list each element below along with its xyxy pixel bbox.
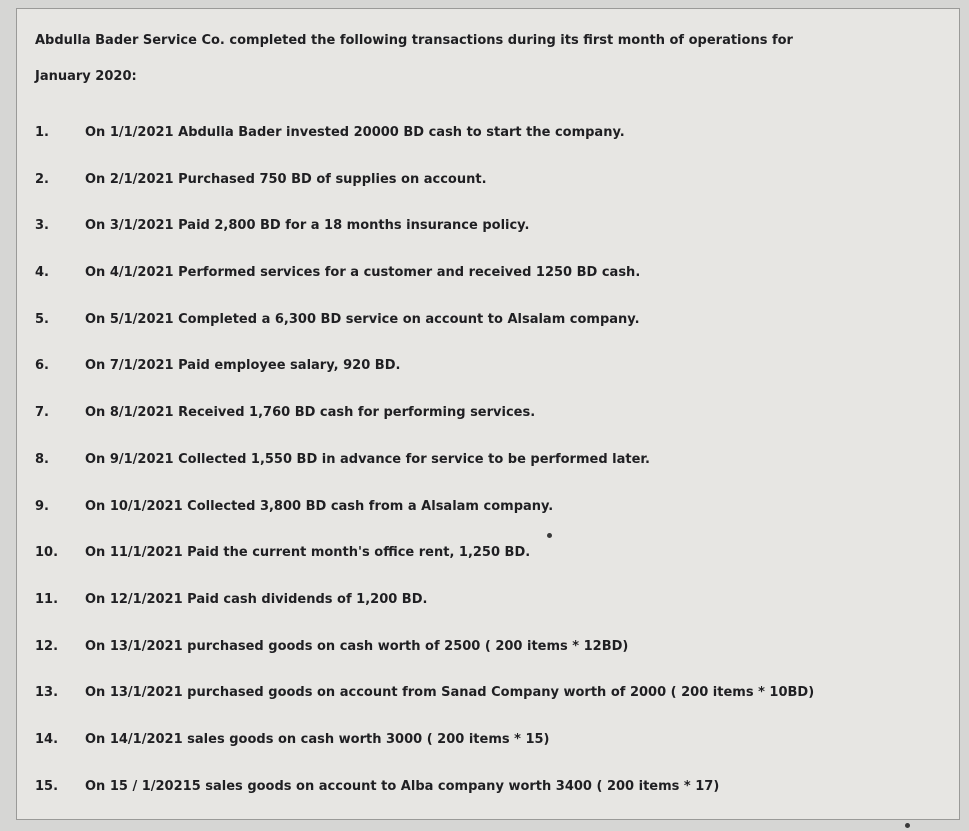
item-number: 12. [35, 638, 59, 654]
item-number: 7. [35, 405, 49, 421]
item-text: On 10/1/2021 Collected 3,800 BD cash from a Alsalam company. [85, 498, 554, 514]
list-item [17, 405, 959, 452]
item-number: 11. [35, 591, 59, 607]
item-text: On 15 / 1/20215 sales goods on account to Alba company worth 3400 ( 200 items * 17) [85, 778, 720, 794]
item-text: On 13/1/2021 purchased goods on cash worth of 2500 ( 200 items * 12BD) [85, 638, 629, 654]
item-number: 1. [35, 125, 49, 140]
item-number: 15. [35, 778, 59, 794]
list-item [17, 125, 959, 172]
speck-mark [547, 533, 552, 538]
speck-mark [905, 823, 910, 828]
item-number: 4. [35, 265, 49, 281]
item-number: 2. [35, 171, 49, 187]
item-number: 3. [35, 218, 49, 234]
item-text: On 4/1/2021 Performed services for a customer and received 1250 BD cash. [85, 265, 641, 281]
list-item [17, 172, 959, 219]
item-text: On 3/1/2021 Paid 2,800 BD for a 18 months insurance policy. [85, 218, 530, 234]
item-number: 14. [35, 731, 59, 747]
item-number: 10. [35, 545, 59, 561]
item-text: On 13/1/2021 purchased goods on account from Sanad Company worth of 2000 ( 200 items * 10BD) [85, 685, 815, 701]
item-number: 8. [35, 451, 49, 467]
list-item [17, 358, 959, 405]
item-text: On 1/1/2021 Abdulla Bader invested 20000 BD cash to start the company. [85, 125, 625, 140]
item-text: On 2/1/2021 Purchased 750 BD of supplies on account. [85, 171, 487, 187]
intro-paragraph [35, 23, 950, 95]
intro-line-2: January 2020: [35, 69, 137, 84]
item-text: On 7/1/2021 Paid employee salary, 920 BD. [85, 358, 401, 374]
item-number: 9. [35, 498, 49, 514]
list-item [17, 732, 959, 779]
list-item [17, 545, 959, 592]
list-item [17, 312, 959, 359]
intro-line-1: Abdulla Bader Service Co. completed the following transactions during its first month of operations for [35, 33, 793, 48]
list-item [17, 592, 959, 639]
item-text: On 8/1/2021 Received 1,760 BD cash for performing services. [85, 405, 536, 421]
item-text: On 9/1/2021 Collected 1,550 BD in advance for service to be performed later. [85, 451, 650, 467]
transaction-list [17, 125, 959, 825]
list-item [17, 452, 959, 499]
item-text: On 14/1/2021 sales goods on cash worth 3000 ( 200 items * 15) [85, 731, 550, 747]
list-item [17, 685, 959, 732]
item-number: 6. [35, 358, 49, 374]
item-number: 5. [35, 311, 49, 327]
list-item [17, 639, 959, 686]
document-page [16, 8, 960, 820]
item-number: 13. [35, 685, 59, 701]
list-item [17, 265, 959, 312]
item-text: On 11/1/2021 Paid the current month's office rent, 1,250 BD. [85, 545, 531, 561]
list-item [17, 218, 959, 265]
list-item [17, 779, 959, 826]
item-text: On 5/1/2021 Completed a 6,300 BD service on account to Alsalam company. [85, 311, 640, 327]
list-item [17, 499, 959, 546]
item-text: On 12/1/2021 Paid cash dividends of 1,200 BD. [85, 591, 428, 607]
